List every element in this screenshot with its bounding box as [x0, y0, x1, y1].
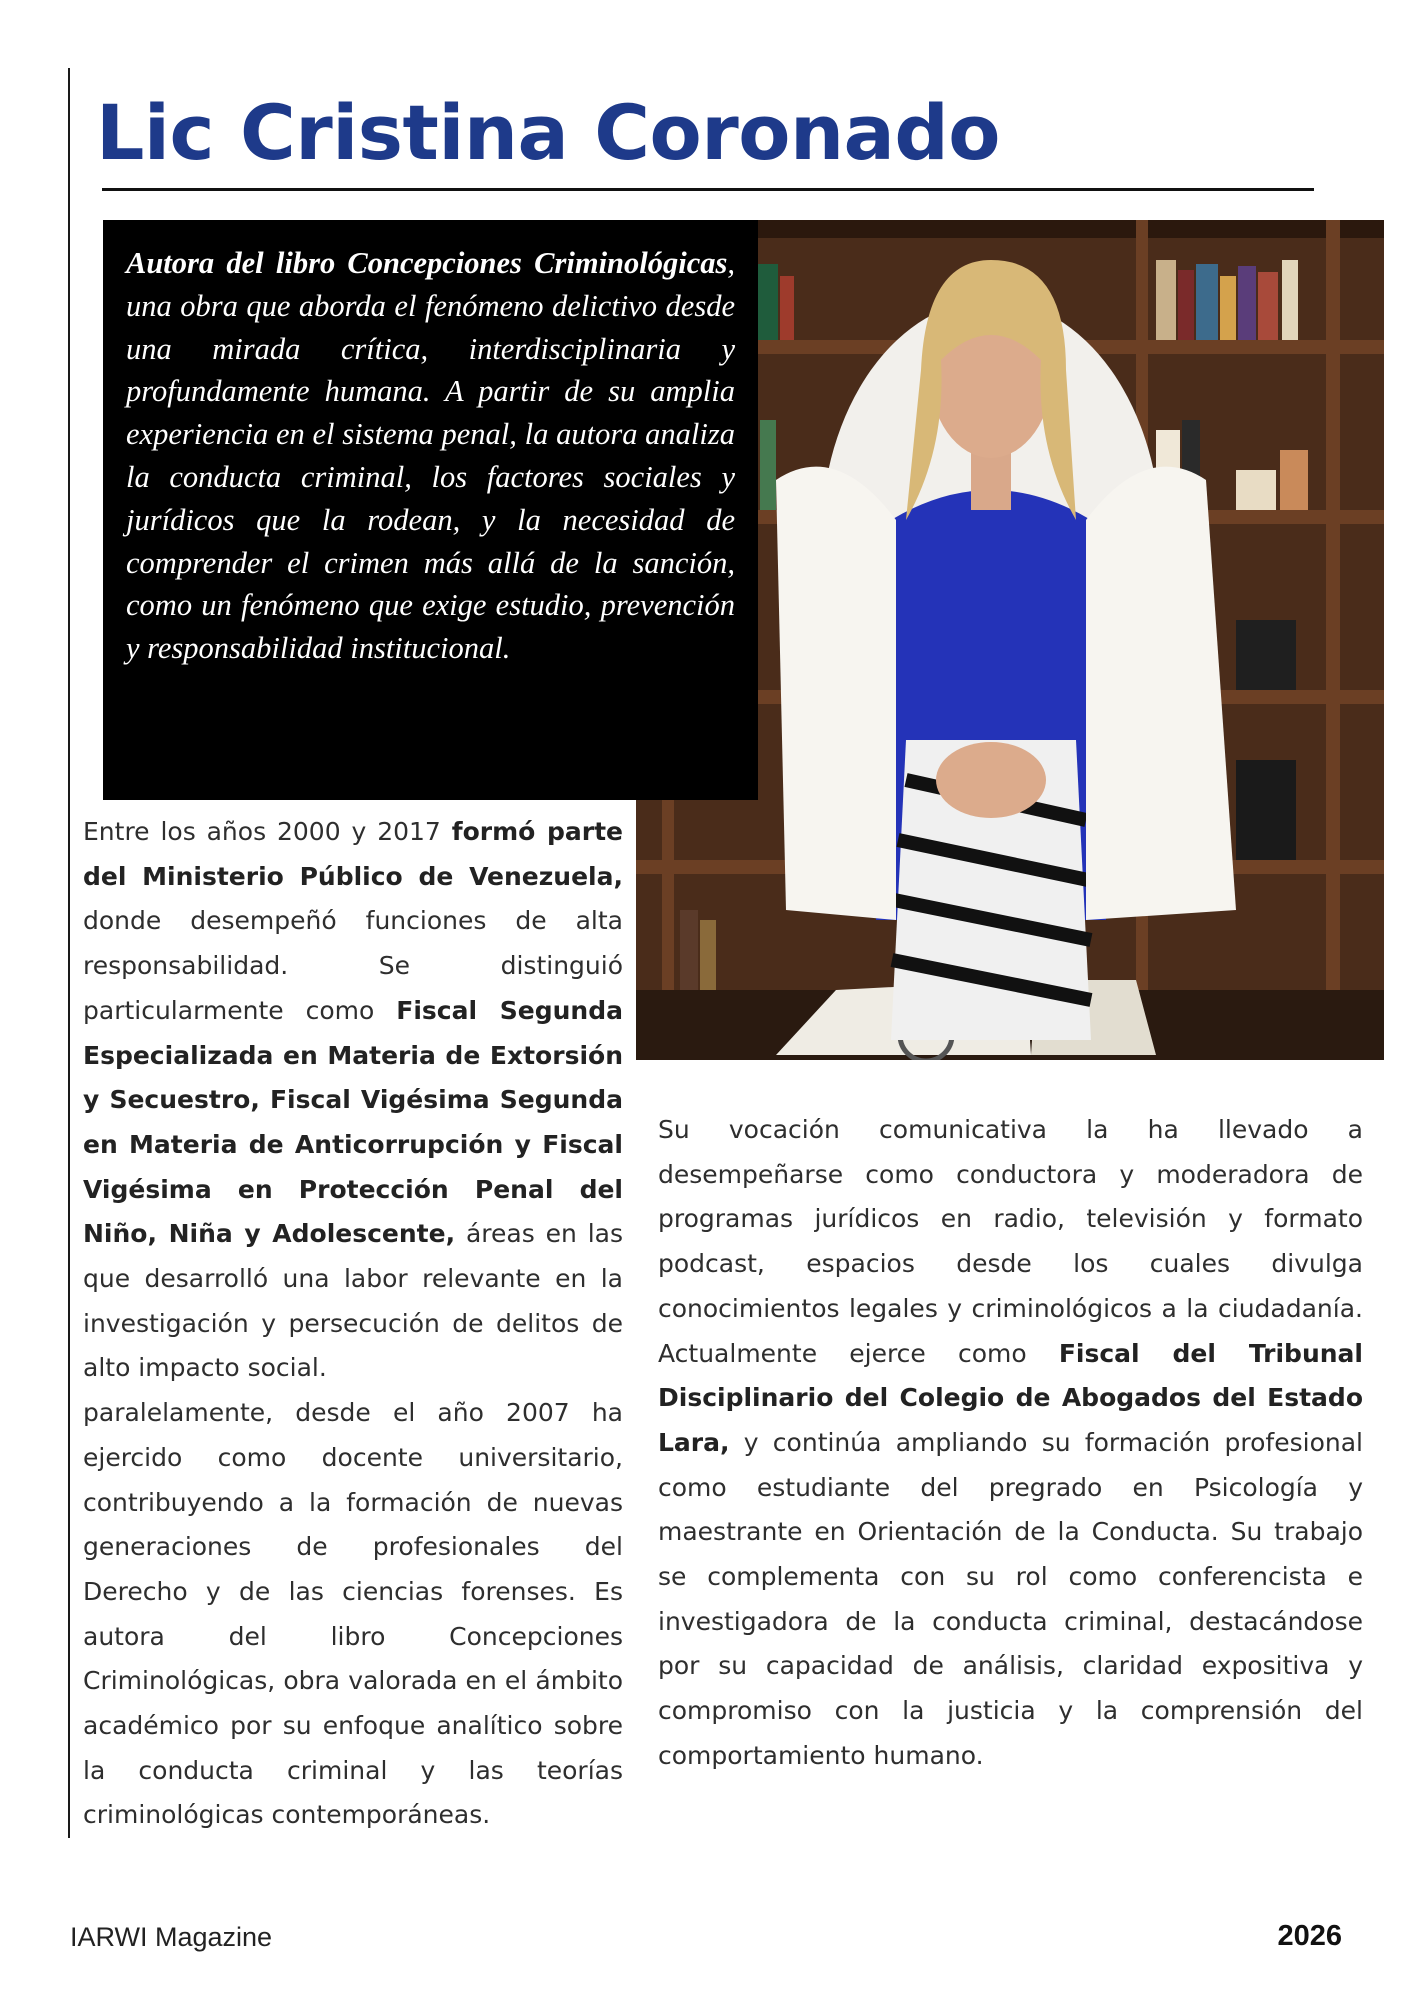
right-column	[658, 1108, 1363, 1779]
teaching-paragraph: paralelamente, desde el año 2007 ha ejercido como docente universitario, contribuyendo a la formación de nuevas generaciones de profesionales del Derecho y de las ciencias forenses. Es autora del libro Concepciones Criminológicas, obra valorada en el ámbito académico por su enfoque analítico sobre la conducta criminal y las teorías criminológicas contemporáneas.	[83, 1398, 623, 1830]
media-intro: Su vocación comunicativa la ha llevado a desempeñarse como conductora y moderadora de programas jurídicos en radio, televisión y formato podcast, espacios desde los cuales divulga conocimientos legales y criminológicos a la ciudadanía. Actualmente ejerce como	[658, 1115, 1363, 1368]
footer-publication: IARWI Magazine	[70, 1922, 273, 1952]
book-quote-box	[103, 220, 758, 800]
career-paragraph	[83, 810, 623, 1391]
media-end: y continúa ampliando su formación profesional como estudiante del pregrado en Psicología y maestrante en Orientación de la Conducta. Su trabajo se complementa con su rol como conferencista e investigadora de la conducta criminal, destacándose por su capacidad de análisis, claridad expositiva y compromiso con la justicia y la comprensión del comportamiento humano.	[658, 1427, 1363, 1770]
career-intro: Entre los años 2000 y 2017	[83, 817, 452, 846]
title-underline	[102, 188, 1314, 191]
career-end: áreas en las que desarrolló una labor relevante en la investigación y persecución de delitos de alto impacto social.	[83, 1219, 623, 1383]
book-quote-text	[126, 242, 735, 670]
left-margin-rule	[68, 68, 70, 1838]
left-column	[83, 810, 623, 1838]
page-title: Lic Cristina Coronado	[96, 88, 1000, 177]
book-quote-body: , una obra que aborda el fenómeno delictivo desde una mirada crítica, interdisciplinaria y profundamente humana. A partir de su amplia experiencia en el sistema penal, la autora analiza la conducta criminal, los factores sociales y jurídicos que la rodean, y la necesidad de comprender el crimen más allá de la sanción, como un fenómeno que exige estudio, prevención y responsabilidad institucional.	[126, 246, 735, 666]
ministry-highlight: formó parte del Ministerio Público de Venezuela,	[83, 817, 623, 891]
media-paragraph	[658, 1108, 1363, 1779]
tribunal-highlight: Fiscal del Tribunal Disciplinario del Colegio de Abogados del Estado Lara,	[658, 1338, 1363, 1457]
book-quote-intro: Autora del libro Concepciones Criminológicas	[126, 246, 728, 280]
career-middle: donde desempeñó funciones de alta responsabilidad. Se distinguió particularmente como	[83, 906, 623, 1025]
footer-year: 2026	[1277, 1920, 1342, 1952]
fiscal-roles-highlight: Fiscal Segunda Especializada en Materia de Extorsión y Secuestro, Fiscal Vigésima Segunda en Materia de Anticorrupción y Fiscal Vigésima en Protección Penal del Niño, Niña y Adolescente,	[83, 995, 623, 1249]
